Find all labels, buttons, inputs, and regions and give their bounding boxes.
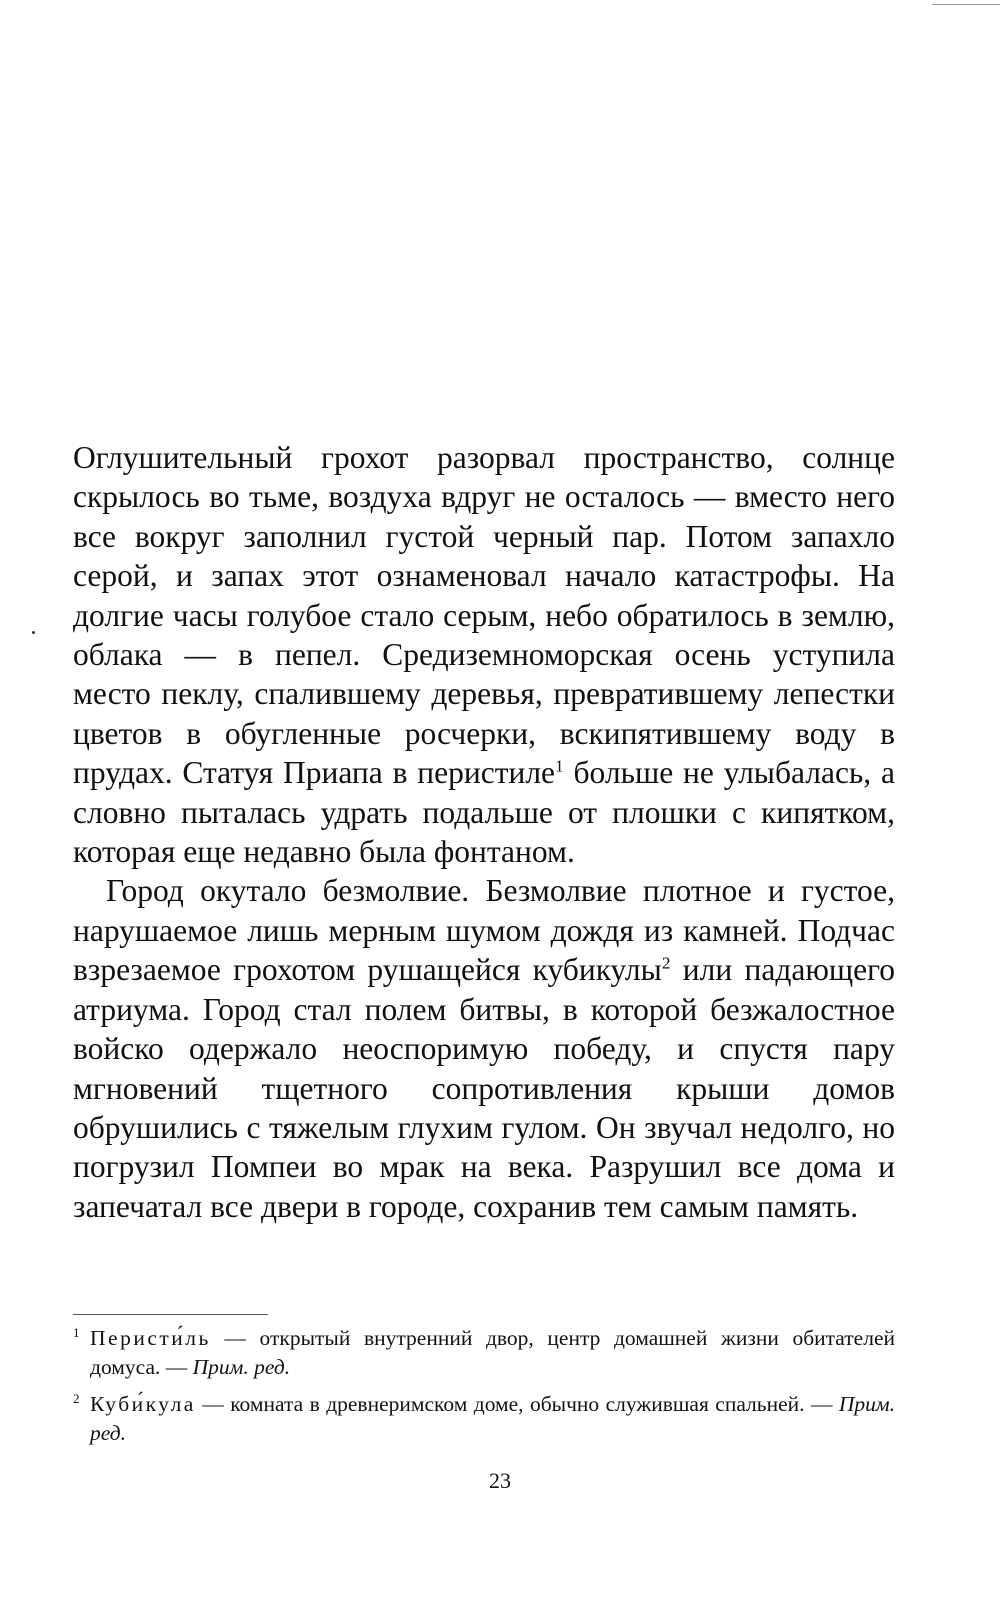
footnote-ref-1[interactable]: 1: [555, 756, 564, 776]
footnote-separator: [73, 1314, 268, 1315]
footnote-2-text: — комната в древнеримском доме, обычно служившая спальней. —: [195, 1392, 839, 1416]
footnote-2: [73, 1390, 895, 1448]
paragraph-1-part-1: Оглушительный грохот разорвал пространство, солнце скрылось во тьме, воздуха вдруг не осталось — вместо него все вокруг заполнил густой черный пар. Потом запахло серой, и запах этот ознаменовал начало катастрофы. На долгие часы голубое стало серым, небо обратилось в землю, облака — в пепел. Средиземноморская осень уступила место пеклу, спалившему деревья, превратившему лепестки цветов в обугленные росчерки, вскипятившему воду в прудах. Статуя Приапа в перистиле: [73, 440, 895, 791]
page-number: 23: [489, 1468, 511, 1493]
main-text: [73, 438, 895, 1226]
paragraph-2-part-1: Город окутало безмолвие. Безмолвие плотное и густое, нарушаемое лишь мерным шумом дождя из камней. Подчас взрезаемое грохотом рушащейся кубикулы: [73, 873, 895, 988]
footnote-1: [73, 1324, 895, 1382]
footnotes: [73, 1324, 895, 1456]
footnote-1-text: — открытый внутренний двор, центр домашней жизни обитателей домуса. —: [90, 1326, 895, 1379]
top-edge-rule: [932, 4, 1000, 5]
footnote-2-editor-note: Прим. ред.: [90, 1392, 895, 1445]
footnote-1-term: Перисти́ль: [90, 1326, 211, 1350]
footnote-ref-2[interactable]: 2: [661, 953, 671, 973]
margin-dot: [32, 631, 35, 634]
footnote-2-term: Куби́кула: [90, 1392, 196, 1416]
footnote-2-mark: 2: [73, 1391, 80, 1406]
paragraph-1: [73, 438, 895, 871]
footnote-1-editor-note: Прим. ред.: [192, 1355, 291, 1379]
paragraph-2: [73, 871, 895, 1226]
paragraph-2-part-2: или падающего атриума. Город стал полем битвы, в которой безжалостное войско одержало неоспоримую победу, и спустя пару мгновений тщетного сопротивления крыши домов обрушились с тяжелым глухим гулом. Он звучал недолго, но погрузил Помпеи во мрак на века. Разрушил все дома и запечатал все двери в городе, сохранив тем самым память.: [73, 952, 895, 1224]
paragraph-1-part-2: больше не улыбалась, а словно пыталась удрать подальше от плошки с кипятком, которая еще недавно была фонтаном.: [73, 755, 895, 870]
footnote-1-mark: 1: [73, 1325, 80, 1340]
